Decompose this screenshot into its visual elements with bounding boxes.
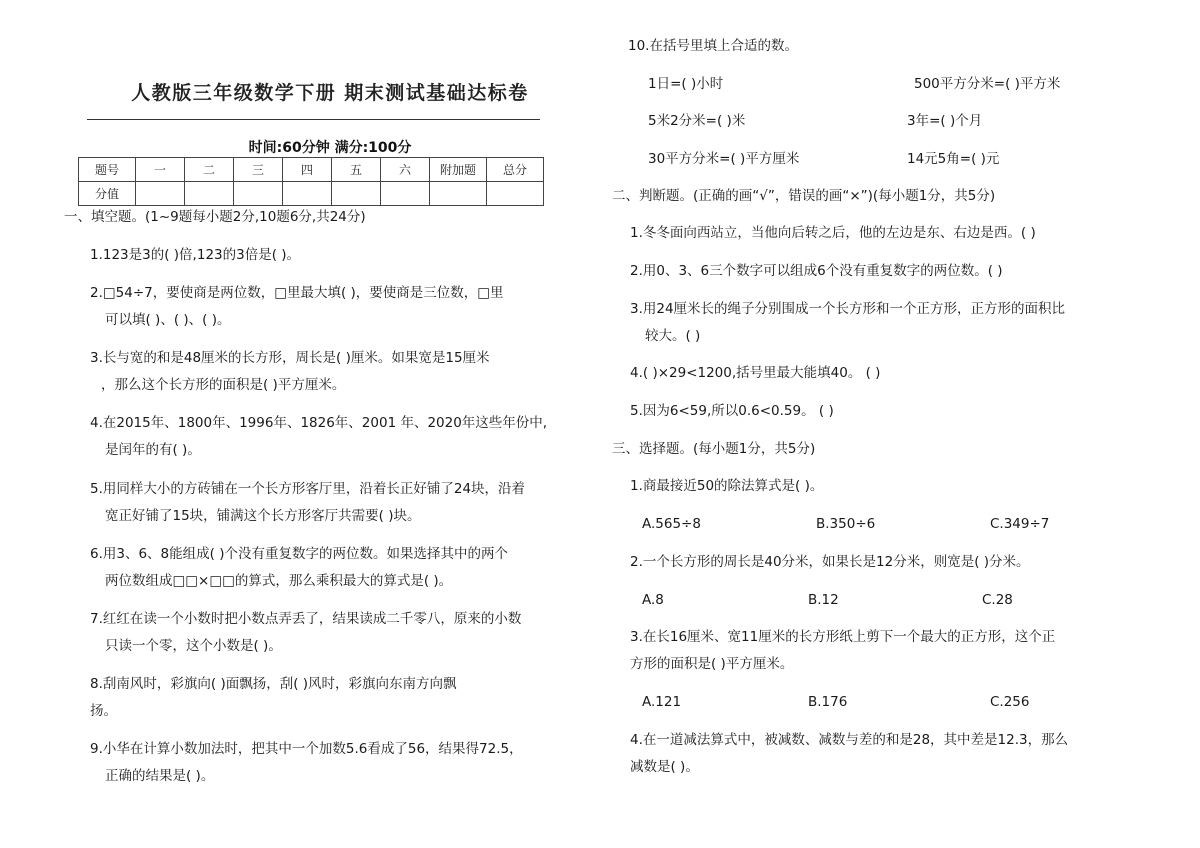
choice-question-4-line-2: 减数是( )。 <box>630 759 699 775</box>
score-cell <box>430 182 487 206</box>
choice-1-option-b: B.350÷6 <box>816 516 876 532</box>
fill-question-4-line-1: 4.在2015年、1800年、1996年、1826年、2001 年、2020年这些年份中, <box>90 415 548 431</box>
q10-item-2: 500平方分米=( )平方米 <box>914 76 1061 92</box>
fill-question-7-line-2: 只读一个零，这个小数是( )。 <box>105 638 282 654</box>
section-multiple-choice-heading: 三、选择题。(每小题1分，共5分) <box>612 441 816 457</box>
fill-question-8-line-2: 扬。 <box>90 703 117 719</box>
choice-1-option-a: A.565÷8 <box>642 516 701 532</box>
score-header-cell: 四 <box>283 158 332 182</box>
score-header-cell: 一 <box>136 158 185 182</box>
score-header-cell: 二 <box>185 158 234 182</box>
choice-question-2: 2.一个长方形的周长是40分米，如果长是12分米，则宽是( )分米。 <box>630 554 1030 570</box>
page-title: 人教版三年级数学下册 期末测试基础达标卷 <box>131 82 529 104</box>
score-cell <box>283 182 332 206</box>
score-cell <box>487 182 544 206</box>
score-header-cell: 三 <box>234 158 283 182</box>
choice-2-option-c: C.28 <box>982 592 1013 608</box>
fill-question-6-line-1: 6.用3、6、8能组成( )个没有重复数字的两位数。如果选择其中的两个 <box>90 546 508 562</box>
score-header-cell: 题号 <box>79 158 136 182</box>
judge-question-5: 5.因为6<59,所以0.6<0.59。 ( ) <box>630 403 834 419</box>
fill-question-7-line-1: 7.红红在读一个小数时把小数点弄丢了，结果读成二千零八，原来的小数 <box>90 611 522 627</box>
fill-question-4-line-2: 是闰年的有( )。 <box>105 442 201 458</box>
choice-question-1: 1.商最接近50的除法算式是( )。 <box>630 478 824 494</box>
score-header-cell: 总分 <box>487 158 544 182</box>
q10-item-5: 30平方分米=( )平方厘米 <box>648 151 800 167</box>
score-header-cell: 附加题 <box>430 158 487 182</box>
fill-question-6-line-2: 两位数组成□□×□□的算式，那么乘积最大的算式是( )。 <box>105 573 453 589</box>
time-and-score-info: 时间:60分钟 满分:100分 <box>248 140 412 156</box>
score-cell <box>381 182 430 206</box>
score-table-value-row <box>79 182 544 206</box>
score-cell <box>185 182 234 206</box>
score-header-cell: 五 <box>332 158 381 182</box>
q10-item-3: 5米2分米=( )米 <box>648 113 746 129</box>
q10-item-4: 3年=( )个月 <box>907 113 983 129</box>
fill-question-9-line-1: 9.小华在计算小数加法时，把其中一个加数5.6看成了56，结果得72.5， <box>90 741 523 757</box>
choice-question-4-line-1: 4.在一道减法算式中，被减数、减数与差的和是28，其中差是12.3，那么 <box>630 732 1069 748</box>
score-row-label: 分值 <box>79 182 136 206</box>
fill-question-5-line-1: 5.用同样大小的方砖铺在一个长方形客厅里，沿着长正好铺了24块，沿着 <box>90 481 526 497</box>
score-header-cell: 六 <box>381 158 430 182</box>
score-cell <box>332 182 381 206</box>
section-fill-in-heading: 一、填空题。(1~9题每小题2分,10题6分,共24分) <box>64 209 366 225</box>
title-underline <box>87 119 540 120</box>
fill-question-2-line-2: 可以填( )、( )、( )。 <box>105 312 231 328</box>
score-cell <box>234 182 283 206</box>
choice-question-3-line-1: 3.在长16厘米、宽11厘米的长方形纸上剪下一个最大的正方形，这个正 <box>630 629 1056 645</box>
fill-question-3-line-2: ，那么这个长方形的面积是( )平方厘米。 <box>101 377 346 393</box>
judge-question-2: 2.用0、3、6三个数字可以组成6个没有重复数字的两位数。( ) <box>630 263 1003 279</box>
fill-question-5-line-2: 宽正好铺了15块，铺满这个长方形客厅共需要( )块。 <box>105 508 421 524</box>
judge-question-3-line-1: 3.用24厘米长的绳子分别围成一个长方形和一个正方形，正方形的面积比 <box>630 301 1066 317</box>
judge-question-3-line-2: 较大。( ) <box>645 328 701 344</box>
choice-2-option-a: A.8 <box>642 592 664 608</box>
judge-question-1: 1.冬冬面向西站立，当他向后转之后，他的左边是东、右边是西。( ) <box>630 225 1036 241</box>
fill-question-1: 1.123是3的( )倍,123的3倍是( )。 <box>90 247 301 263</box>
fill-question-2-line-1: 2.□54÷7，要使商是两位数，□里最大填( )，要使商是三位数，□里 <box>90 285 504 301</box>
choice-3-option-c: C.256 <box>990 694 1030 710</box>
section-true-false-heading: 二、判断题。(正确的画“√”，错误的画“×”)(每小题1分，共5分) <box>612 188 996 204</box>
choice-1-option-c: C.349÷7 <box>990 516 1050 532</box>
fill-question-8-line-1: 8.刮南风时，彩旗向( )面飘扬，刮( )风时，彩旗向东南方向飘 <box>90 676 457 692</box>
fill-question-9-line-2: 正确的结果是( )。 <box>105 768 215 784</box>
fill-question-3-line-1: 3.长与宽的和是48厘米的长方形，周长是( )厘米。如果宽是15厘米 <box>90 350 490 366</box>
choice-3-option-b: B.176 <box>808 694 848 710</box>
choice-3-option-a: A.121 <box>642 694 682 710</box>
score-cell <box>136 182 185 206</box>
q10-item-6: 14元5角=( )元 <box>907 151 1000 167</box>
choice-question-3-line-2: 方形的面积是( )平方厘米。 <box>630 656 794 672</box>
fill-question-10: 10.在括号里填上合适的数。 <box>628 38 798 54</box>
score-table <box>78 157 544 206</box>
choice-2-option-b: B.12 <box>808 592 839 608</box>
q10-item-1: 1日=( )小时 <box>648 76 724 92</box>
judge-question-4: 4.( )×29<1200,括号里最大能填40。 ( ) <box>630 365 881 381</box>
score-table-header-row <box>79 158 544 182</box>
